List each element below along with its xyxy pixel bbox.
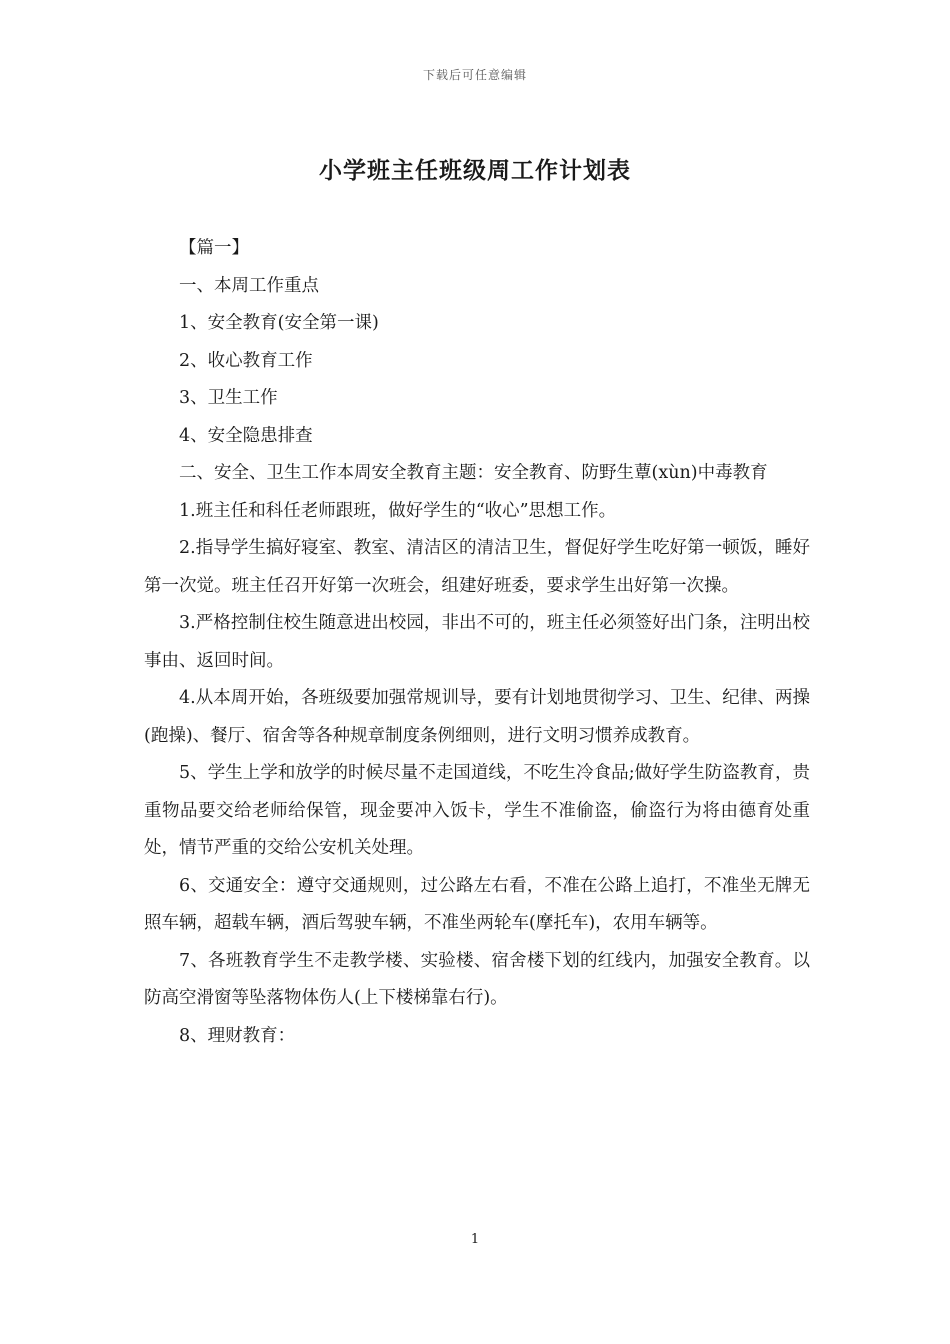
document-body [144,230,810,1055]
paragraph: 1、安全教育(安全第一课) [179,313,379,333]
paragraph: 2、收心教育工作 [179,350,313,371]
paragraph: 3、卫生工作 [179,388,278,408]
paragraph: 5、学生上学和放学的时候尽量不走国道线，不吃生冷食品;做好学生防盗教育，贵重物品要交给老师给保管，现金要冲入饭卡，学生不准偷盗，偷盗行为将由德育处重处，情节严重的交给公安机关处理。 [144,763,810,858]
paragraph: 8、理财教育： [179,1025,296,1046]
paragraph: 4.从本周开始，各班级要加强常规训导，要有计划地贯彻学习、卫生、纪律、两操(跑操)、餐厅、宿舍等各种规章制度条例细则，进行文明习惯养成教育。 [144,688,810,746]
document-title: 小学班主任班级周工作计划表 [319,157,631,184]
paragraph: 4、安全隐患排查 [179,425,313,446]
paragraph: 二、安全、卫生工作本周安全教育主题：安全教育、防野生蕈(xùn)中毒教育 [179,463,768,483]
paragraph: 6、交通安全：遵守交通规则，过公路左右看，不准在公路上追打，不准坐无牌无照车辆，超载车辆，酒后驾驶车辆，不准坐两轮车(摩托车)，农用车辆等。 [144,875,810,933]
section-label: 【篇一】 [179,238,249,258]
paragraph: 7、各班教育学生不走教学楼、实验楼、宿舍楼下划的红线内，加强安全教育。以防高空滑窗等坠落物体伤人(上下楼梯靠右行)。 [144,950,810,1008]
paragraph: 2.指导学生搞好寝室、教室、清洁区的清洁卫生，督促好学生吃好第一顿饭，睡好第一次觉。班主任召开好第一次班会，组建好班委，要求学生出好第一次操。 [144,538,810,596]
page-number: 1 [470,1232,480,1247]
header-note: 下载后可任意编辑 [422,68,527,82]
paragraph: 一、本周工作重点 [179,275,319,296]
paragraph: 1.班主任和科任老师跟班，做好学生的“收心”思想工作。 [179,500,617,521]
paragraph: 3.严格控制住校生随意进出校园，非出不可的，班主任必须签好出门条，注明出校事由、返回时间。 [144,613,810,671]
